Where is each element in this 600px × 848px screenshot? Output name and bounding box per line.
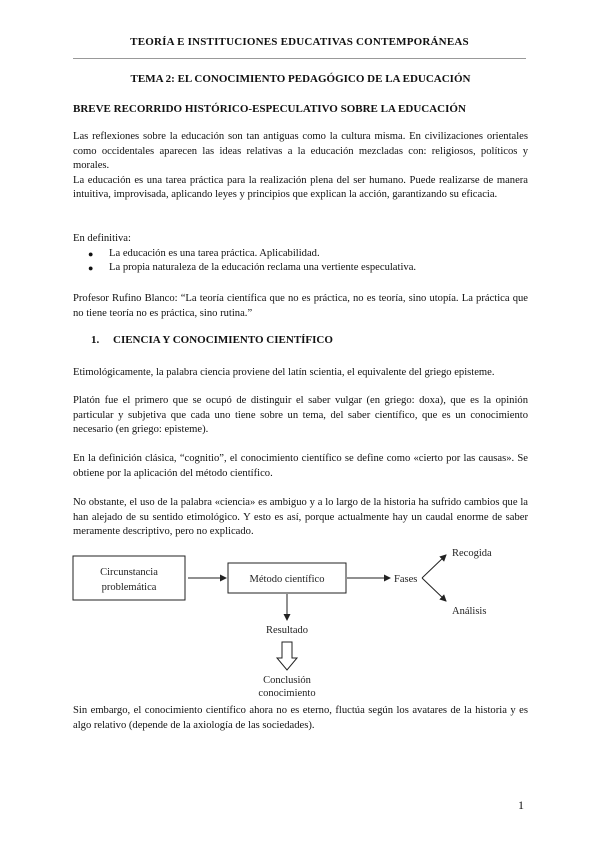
intro-paragraph-1: Las reflexiones sobre la educación son tan antiguas como la cultura misma. En civilizaciones orientales como occidentales aparecen las ideas relativas a la educación mezcladas con: religiosos, políticos y morales. [73,131,528,172]
section-1-heading [91,333,333,348]
definitiva-block [73,232,528,276]
definitiva-list [73,247,528,276]
arrow-to-recogida [422,555,446,578]
bullet-icon: ● [88,248,94,259]
intro-block [73,130,528,203]
circunstancia-label-line-1: Circunstancia [100,567,158,578]
circunstancia-label-line-2: problemática [101,582,157,593]
section-1-number: 1. [91,334,100,346]
recogida-label: Recogida [452,548,492,559]
platon-paragraph: Platón fue el primero que se ocupó de distinguir el saber vulgar (en griego: doxa), que es la opinión particular y subjetiva que cada uno tiene sobre un tema, del saber científico, que es un conocimiento necesario (en griego: episteme). [73,395,528,436]
analisis-label: Análisis [452,606,487,617]
section-subtitle: BREVE RECORRIDO HISTÓRICO-ESPECULATIVO SOBRE LA EDUCACIÓN [73,103,466,115]
quote-block [73,292,528,321]
conclusion-label-line-1: Conclusión [263,675,311,686]
ambiguity-paragraph: No obstante, el uso de la palabra «ciencia» es ambiguo y a lo largo de la historia ha sufrido cambios que la han alejado de su sentido etimológico. Y esto es así, porque actualmente hay un caudal enorme de saber meramente descriptivo, pero no explicado. [73,497,528,538]
resultado-label: Resultado [266,625,308,636]
hollow-arrow-to-conclusion [277,642,297,670]
bullet-text: La educación es una tarea práctica. Aplicabilidad. [109,247,320,259]
definitiva-label: En definitiva: [73,233,131,244]
conclusion-label-line-2: conocimiento [258,688,316,699]
relativity-paragraph: Sin embargo, el conocimiento científico ahora no es eterno, fluctúa según los avatares de la historia y es algo relativo (depende de la axiología de las sociedades). [73,705,528,731]
bullet-text: La propia naturaleza de la educación reclama una vertiente especulativa. [109,262,417,274]
metodo-cientifico-box [228,563,346,593]
section-1-paragraph-5-block [73,704,528,733]
fases-label: Fases [394,574,418,585]
circunstancia-box [73,556,185,600]
intro-paragraph-2: La educación es una tarea práctica para la realización plena del ser humano. Puede realizarse de manera intuitiva, improvisada, aplicando leyes y principios que explican la acción, garantizando su eficacia. [73,174,528,201]
section-1-paragraph-4-block [73,496,528,540]
cognitio-paragraph: En la definición clásica, “cognitio”, el conocimiento científico se define como «cierto por las causas». Se obtiene por la aplicación del método científico. [73,453,528,479]
list-item [73,247,528,262]
arrow-to-analisis [422,578,446,601]
bullet-icon: ● [88,263,94,274]
tema-title: TEMA 2: EL CONOCIMIENTO PEDAGÓGICO DE LA EDUCACIÓN [130,73,471,85]
section-1-title: CIENCIA Y CONOCIMIENTO CIENTÍFICO [113,334,333,346]
header-divider [73,58,526,59]
list-item [73,261,528,276]
section-1-paragraph-1-block [73,366,528,381]
page-number: 1 [518,798,524,812]
rufino-blanco-quote: Profesor Rufino Blanco: “La teoría científica que no es práctica, no es teoría, sino utopía. La práctica que no tiene teoría no es práctica, sino rutina.” [73,293,528,319]
metodo-cientifico-label: Método científico [249,574,325,585]
section-1-paragraph-3-block [73,452,528,481]
etymology-paragraph: Etimológicamente, la palabra ciencia proviene del latín scientia, el equivalente del griego episteme. [73,367,495,378]
running-header-title: TEORÍA E INSTITUCIONES EDUCATIVAS CONTEMPORÁNEAS [130,36,469,48]
section-1-paragraph-2-block [73,394,528,438]
